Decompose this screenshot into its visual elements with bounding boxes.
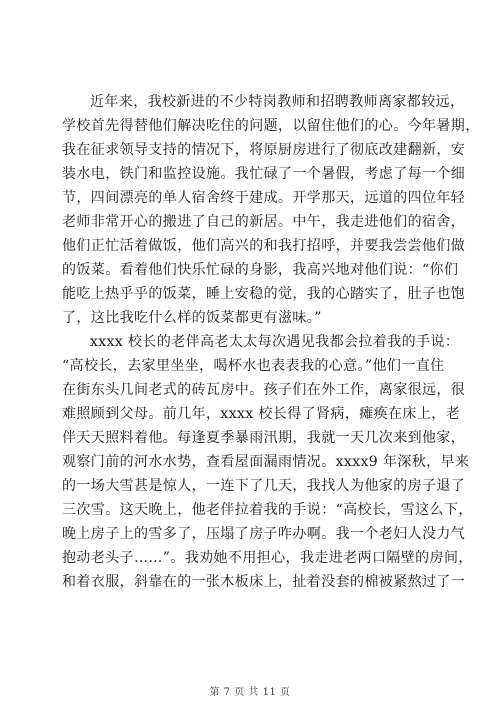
text-line: 观察门前的河水水势，查看屋面漏雨情况。xxxx9 年深秋，早来 xyxy=(62,454,470,470)
text-line: 难照顾到父母。前几年，xxxx 校长得了肾病，瘫痪在床上，老 xyxy=(62,406,461,422)
text-line: 的一场大雪甚是惊人，一连下了几天，我找人为他家的房子退了 xyxy=(62,478,466,494)
text-line: 晚上房子上的雪多了，压塌了房子咋办啊。我一个老妇人没力气 xyxy=(62,526,466,542)
text-line: 近年来，我校新进的不少特岗教师和招聘教师离家都较远， xyxy=(90,94,465,110)
text-line: 装水电，铁门和监控设施。我忙碌了一个暑假，考虑了每一个细 xyxy=(62,166,466,182)
body-text xyxy=(62,90,480,594)
text-line: 了，这比我吃什么样的饭菜都更有滋味。” xyxy=(62,310,322,326)
text-line: 老师非常开心的搬进了自己的新居。中午，我走进他们的宿舍， xyxy=(62,214,466,230)
text-line: 抱动老头子……”。我劝她不用担心，我走进老两口隔壁的房间， xyxy=(62,550,473,566)
page-number-label: 第 7 页 共 11 页 xyxy=(209,687,291,698)
page-footer xyxy=(0,683,500,698)
text-line: 我在征求领导支持的情况下，将原厨房进行了彻底改建翻新，安 xyxy=(62,142,466,158)
text-line: 能吃上热乎乎的饭菜，睡上安稳的觉，我的心踏实了，肚子也饱 xyxy=(62,286,466,302)
text-line: 在街东头几间老式的砖瓦房中。孩子们在外工作，离家很远，很 xyxy=(62,382,466,398)
text-line: xxxx 校长的老伴高老太太每次遇见我都会拉着我的手说： xyxy=(90,334,460,350)
text-line: “高校长，去家里坐坐，喝杯水也表表我的心意。”他们一直住 xyxy=(62,358,445,374)
text-line: 的饭菜。看着他们快乐忙碌的身影，我高兴地对他们说：“你们 xyxy=(62,262,459,278)
text-line: 节，四间漂亮的单人宿舍终于建成。开学那天，远道的四位年轻 xyxy=(62,190,466,206)
text-line: 学校首先得替他们解决吃住的问题，以留住他们的心。今年暑期， xyxy=(62,118,480,134)
text-line: 三次雪。这天晚上，他老伴拉着我的手说：“高校长，雪这么下， xyxy=(62,502,473,518)
paragraph-1 xyxy=(62,90,480,330)
paragraph-2 xyxy=(62,330,473,594)
text-line: 他们正忙活着做饭，他们高兴的和我打招呼，并要我尝尝他们做 xyxy=(62,238,466,254)
text-line: 伴天天照料着他。每逢夏季暴雨汛期，我就一天几次来到他家， xyxy=(62,430,466,446)
text-line: 和着衣服，斜靠在的一张木板床上，扯着没套的棉被紧熬过了一 xyxy=(62,574,466,590)
